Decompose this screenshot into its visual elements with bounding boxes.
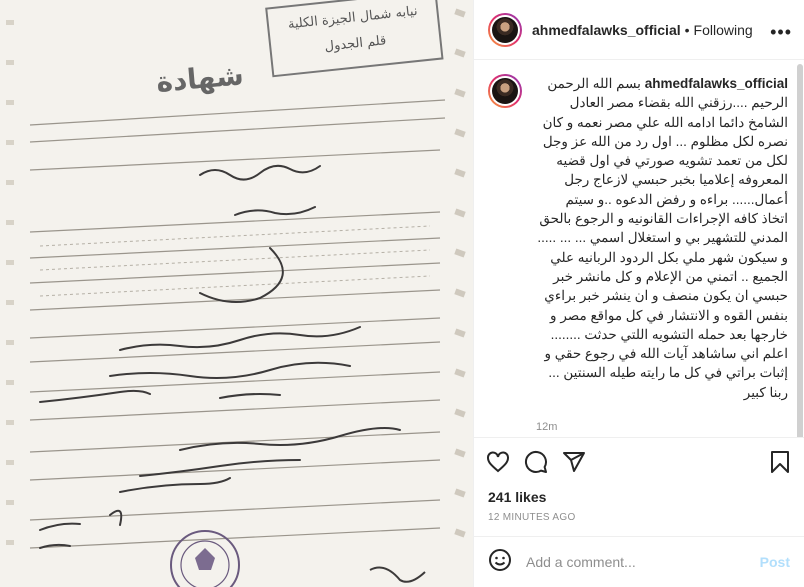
avatar[interactable] — [488, 13, 522, 47]
caption-time: 12m — [536, 421, 558, 434]
caption-text-block — [536, 74, 788, 402]
header-username[interactable]: ahmedfalawks_official — [532, 21, 681, 38]
caption-body — [536, 74, 788, 437]
caption-username[interactable]: ahmedfalawks_official — [644, 76, 788, 91]
share-icon[interactable] — [562, 450, 586, 474]
post-comment-button[interactable]: Post — [759, 554, 790, 570]
stamp-line-2: قلم الجدول — [323, 33, 387, 55]
following-button[interactable]: Following — [693, 21, 753, 38]
more-horizontal-icon[interactable]: ••• — [770, 22, 792, 42]
posted-time: 12 MINUTES AGO — [474, 508, 804, 537]
caption-section — [474, 60, 804, 438]
bookmark-icon[interactable] — [768, 450, 792, 474]
comment-box — [474, 537, 804, 587]
caption-avatar[interactable] — [488, 74, 522, 108]
action-bar — [474, 438, 804, 486]
post-header — [474, 0, 804, 60]
caption-text: بسم الله الرحمن الرحيم ....رزقني الله بقضاء مصر العادل الشامخ دائما ادامه الله علي مصر نعمه و كان نصره لكل مظلوم ... اول رد من الله عز وجل لكل من تعمد تشويه صورتي في اول قضيه المعروفه إعلاميا بخبر حبسي لازعاج رجل أعمال...... براءه و رفض الدعوه ..و سيتم اتخاذ كافه الإجراءات القانونيه و الرجوع بالحق المدني للتشهير بي و استغلال اسمي ... ... ..... و سيكون شهر ملي بكل الردود الربانيه علي الجميع .. اتمني من الإعلام و كل مانشر خبر حبسي ان يكون منصف و ان ينشر خبر براءي بنفس القوه و الانتشار في كل مواقع مصر و خارجها بعد حمله التشويه اللتي حدثت ........ اعلم اني ساشاهد آيات الله في رجوع حقي و إثبات براتي في كل ما رايته طيله السنتين ... ربنا كبير — [537, 76, 788, 400]
scrollbar[interactable] — [797, 64, 803, 438]
comment-input[interactable]: Add a comment... — [526, 554, 636, 570]
post-sidebar — [474, 0, 804, 587]
stamp-line-1: نيابه شمال الجيزة الكلية — [287, 3, 419, 33]
emoji-icon[interactable] — [488, 548, 512, 577]
comment-icon[interactable] — [524, 450, 548, 474]
document-title: شهادة — [154, 58, 245, 99]
heart-icon[interactable] — [486, 450, 510, 474]
separator-dot: • — [684, 21, 690, 38]
likes-count[interactable]: 241 likes — [488, 489, 547, 505]
